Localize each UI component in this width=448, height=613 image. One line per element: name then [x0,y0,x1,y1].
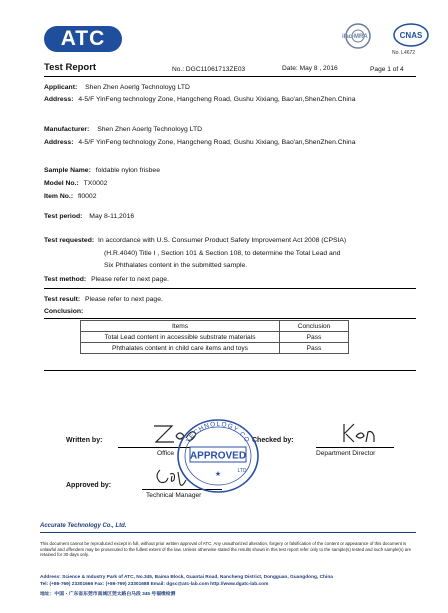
test-requested-line1: In accordance with U.S. Consumer Product Safety Improvement Act 2008 (CPSIA) [98,237,347,244]
approved-by-role: Technical Manager [146,492,202,499]
table-row [81,343,349,354]
footer-rule [40,532,416,533]
test-method-value: Please refer to next page. [91,276,169,283]
table-row [81,332,349,343]
applicant-value: Shen Zhen Aoerlg Technoloyg LTD [85,84,190,91]
table-cell-item: Phthalates content in child care items and toys [81,343,280,354]
test-result-value: Please refer to next page. [85,296,163,303]
atc-logo: ATC [44,26,122,52]
manufacturer-address-label: Address: [44,139,74,146]
sample-name-row [44,167,160,174]
sample-name-value: foldable nylon frisbee [95,167,160,174]
item-no-row [44,193,97,200]
test-result-label: Test result: [44,296,81,303]
conclusion-label-text: Conclusion: [44,308,84,315]
applicant-address-row [44,96,356,103]
test-requested-line3: Six Phthalates content in the submitted sample. [104,262,248,269]
written-by-label: Written by: [66,437,103,444]
footer-disclaimer: This document cannot be reproduced except in full, without prior written approval of ATC. Any unauthorized alteration, forgery or falsification of the content or appearance of this document is unlawful and offenders may be prosecuted to the fullest extent of the law. Unless otherwise stated the results shown in this test report refer only to the sample(s) tested and such sample(s) are retained for 30 days only. [40,541,412,557]
model-no-value: TX0002 [83,180,108,187]
footer-cn-address: 地址：中国・广东省东莞市南城区莞太路白马段 345 号福缘检测 [40,592,176,597]
stamp-bottom-text: LTD [237,468,247,474]
approved-by-label: Approved by: [66,482,112,489]
cnas-logo [392,22,430,48]
divider-rule-3 [44,370,416,371]
header-rule [44,76,416,77]
table-cell-result: Pass [280,343,349,354]
report-number: No.: DGC11061713ZE03 [172,66,246,73]
checked-by-line [316,447,394,448]
manufacturer-address-row [44,139,356,146]
table-header-conclusion: Conclusion [280,321,349,332]
test-period-label: Test period: [44,213,83,220]
sample-name-label: Sample Name: [44,167,91,174]
footer-company: Accurate Technology Co., Ltd. [40,523,127,529]
model-no-label: Model No.: [44,180,79,187]
test-requested-label: Test requested: [44,237,95,244]
checked-by-label: Checked by: [252,437,294,444]
item-no-value: fl0002 [77,193,97,200]
applicant-address-value: 4-5/F YinFeng technology Zone, Hangcheng Road, Gushu Xixiang, Bao'an,ShenZhen.China [78,96,356,103]
manufacturer-address-value: 4-5/F YinFeng technology Zone, Hangcheng Road, Gushu Xixiang, Bao'an,ShenZhen.China [78,139,356,146]
table-cell-item: Total Lead content in accessible substrate materials [81,332,280,343]
stamp-star-icon: ★ [214,471,222,478]
table-cell-result: Pass [280,332,349,343]
test-method-label: Test method: [44,276,87,283]
written-by-role: Office [157,450,175,457]
divider-rule-1 [44,288,416,289]
footer-contact: Tel: (+86-769) 23301666 Fax: (+86-769) 23301688 Email: dgsc@atc-lab.com http://www.dgatc-lab.com [40,582,269,587]
applicant-row [44,84,190,91]
model-no-row [44,180,107,187]
cnas-number: No. L4672 [392,50,416,56]
stamp-center-text: APPROVED [189,450,247,462]
test-result-row [44,296,163,303]
ilac-label: ilac-MRA [342,34,368,40]
table-header-items: Items [81,321,280,332]
applicant-address-label: Address: [44,96,74,103]
divider-rule-2 [44,318,416,319]
report-date: Date: May 8 , 2016 [282,65,338,72]
test-requested-line2: (H.R.4040) Title I , Section 101 & Section 108, to determine the Total Lead and [104,250,341,257]
approved-stamp [172,414,264,496]
page-number: Page 1 of 4 [370,66,404,73]
svg-text:TECHNOLOGY CO [185,421,251,444]
applicant-label: Applicant: [44,84,78,91]
test-method-row [44,276,169,283]
checked-by-signature [338,420,382,446]
manufacturer-label: Manufacturer: [44,126,90,133]
cnas-label: CNAS [399,31,423,40]
test-requested-row [44,237,346,244]
footer-address: Address: Science & Industry Park of ATC, No.345, Baima Block, Guantai Road, Nancheng District, Dongguan, Guangdong, China [40,575,333,580]
conclusion-label [44,308,83,315]
checked-by-role: Department Director [316,450,376,457]
item-no-label: Item No.: [44,193,74,200]
table-header-row [81,321,349,332]
test-period-row [44,213,134,220]
stamp-top-text: TECHNOLOGY CO [185,420,251,445]
report-title: Test Report [44,62,97,73]
test-period-value: May 8-11,2016 [89,213,135,220]
manufacturer-value: Shen Zhen Aoerlg Technoloyg LTD [97,126,203,133]
manufacturer-row [44,126,202,133]
conclusion-table [80,320,349,354]
